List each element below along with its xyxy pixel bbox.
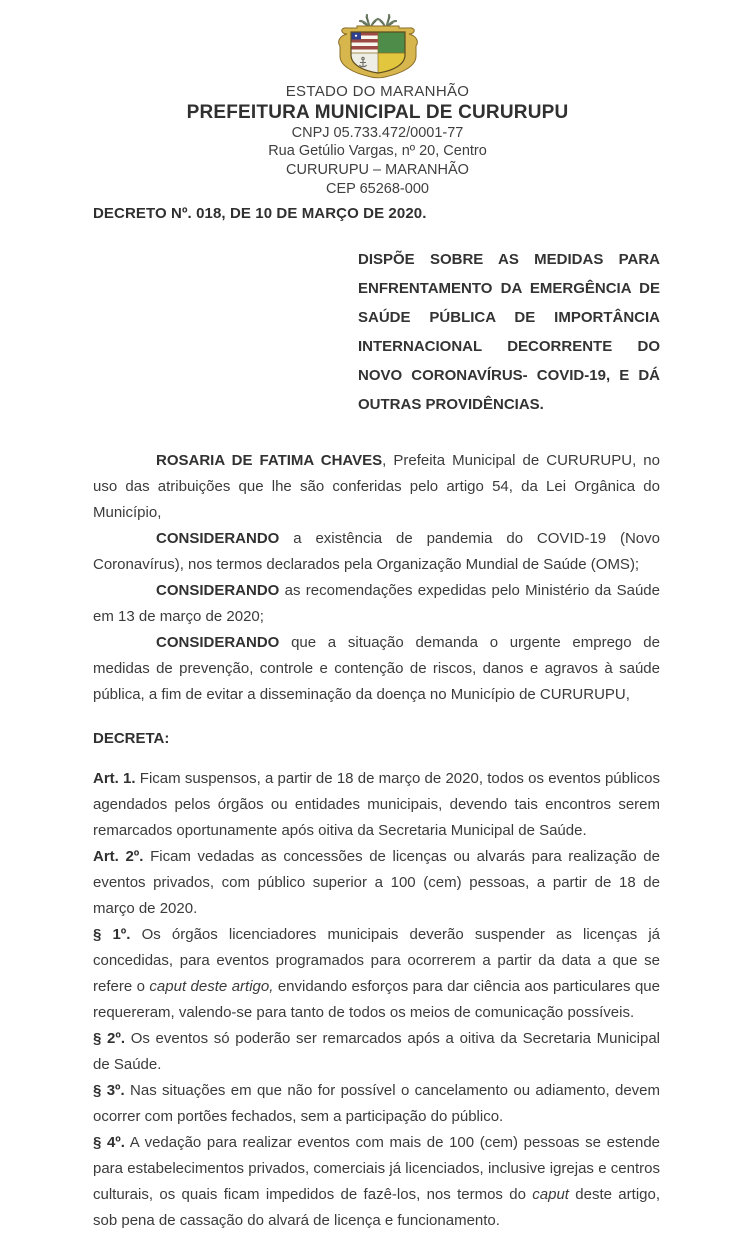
text-segment: CONSIDERANDO bbox=[156, 581, 280, 599]
preamble-opening bbox=[93, 448, 660, 526]
letterhead-city-state: CURURUPU – MARANHÃO bbox=[286, 161, 469, 178]
letterhead-municipality: PREFEITURA MUNICIPAL DE CURURUPU bbox=[186, 102, 569, 123]
letterhead-cep: CEP 65268-000 bbox=[326, 180, 429, 197]
article-2-paragraph-3 bbox=[93, 1078, 660, 1130]
text-segment: CONSIDERANDO bbox=[156, 529, 280, 547]
text-segment: § 2º. bbox=[93, 1029, 126, 1047]
article-2-paragraph-4 bbox=[93, 1130, 660, 1234]
letterhead-cnpj: CNPJ 05.733.472/0001-77 bbox=[291, 124, 464, 141]
crest-q1-star bbox=[354, 35, 356, 37]
decree-title: DECRETO Nº. 018, DE 10 DE MARÇO DE 2020. bbox=[93, 204, 427, 222]
enacting-word: DECRETA: bbox=[93, 729, 170, 747]
crest-q2-field bbox=[378, 32, 405, 53]
considerando-1 bbox=[93, 526, 660, 578]
text-segment: Ficam vedadas as concessões de licenças ou alvarás para realização de eventos privados, com público superior a 100 (cem) pessoas, a partir de 18 de março de 2020. bbox=[93, 847, 660, 917]
decree-summary: DISPÕE SOBRE AS MEDIDAS PARA ENFRENTAMENTO DA EMERGÊNCIA DE SAÚDE PÚBLICA DE IMPORTÂNCIA INTERNACIONAL DECORRENTE DO NOVO CORONAVÍRUS- COVID-19, E DÁ OUTRAS PROVIDÊNCIAS. bbox=[358, 250, 660, 413]
decree-body bbox=[93, 205, 660, 1234]
article-2-paragraph-2 bbox=[93, 1026, 660, 1078]
text-segment: CONSIDERANDO bbox=[156, 633, 280, 651]
text-segment: caput deste artigo, bbox=[149, 977, 274, 995]
decree-articles bbox=[93, 766, 660, 1234]
letterhead bbox=[0, 0, 755, 197]
decree-preamble bbox=[93, 448, 660, 708]
text-segment: § 3º. bbox=[93, 1081, 125, 1099]
text-segment: envidando esforços para dar ciência aos particulares que requereram, valendo-se para tanto de todos os meios de comunicação possíveis. bbox=[93, 977, 660, 1021]
letterhead-address: Rua Getúlio Vargas, nº 20, Centro bbox=[268, 143, 487, 160]
considerando-2 bbox=[93, 578, 660, 630]
text-segment: a existência de pandemia do COVID-19 (Novo Coronavírus), nos termos declarados pela Organização Mundial de Saúde (OMS); bbox=[93, 529, 660, 573]
text-segment: as recomendações expedidas pelo Ministério da Saúde em 13 de março de 2020; bbox=[93, 581, 660, 625]
text-segment: Ficam suspensos, a partir de 18 de março de 2020, todos os eventos públicos agendados pelos órgãos ou entidades municipais, devendo tais encontros serem remarcados oportunamente após oitiva da Secretaria Municipal de Saúde. bbox=[93, 769, 660, 839]
crest-q1-stripe bbox=[351, 46, 378, 50]
text-segment: A vedação para realizar eventos com mais de 100 (cem) pessoas se estende para estabelecimentos privados, comerciais já licenciados, inclusive igrejas e centros culturais, os quais ficam impedidos de fazê-los, nos termos do bbox=[93, 1133, 661, 1203]
text-segment: , Prefeita Municipal de CURURUPU, no uso das atribuições que lhe são conferidas pelo artigo 54, da Lei Orgânica do Município, bbox=[93, 451, 660, 521]
article-2 bbox=[93, 844, 660, 922]
text-segment: deste artigo, sob pena de cassação do alvará de licença e funcionamento. bbox=[93, 1185, 660, 1229]
text-segment: § 1º. bbox=[93, 925, 131, 943]
letterhead-state: ESTADO DO MARANHÃO bbox=[285, 83, 470, 100]
text-segment: ROSARIA DE FATIMA CHAVES bbox=[156, 451, 383, 469]
crest-q1-stripe bbox=[351, 39, 378, 43]
text-segment: Art. 2º. bbox=[93, 847, 144, 865]
article-1 bbox=[93, 766, 660, 844]
article-2-paragraph-1 bbox=[93, 922, 660, 1026]
text-segment: que a situação demanda o urgente emprego de medidas de prevenção, controle e contenção de riscos, danos e agravos à saúde pública, a fim de evitar a disseminação da doença no Município de CURURUPU, bbox=[93, 633, 660, 703]
text-segment: caput bbox=[532, 1185, 569, 1203]
text-segment: Os órgãos licenciadores municipais deverão suspender as licenças já concedidas, para eventos programados para ocorrerem a partir da data a que se refere o bbox=[93, 925, 661, 995]
considerando-3 bbox=[93, 630, 660, 708]
text-segment: Os eventos só poderão ser remarcados após a oitiva da Secretaria Municipal de Saúde. bbox=[93, 1029, 661, 1073]
text-segment: § 4º. bbox=[93, 1133, 125, 1151]
text-segment: Art. 1. bbox=[93, 769, 136, 787]
text-segment: Nas situações em que não for possível o cancelamento ou adiamento, devem ocorrer com portões fechados, sem a participação do público. bbox=[93, 1081, 660, 1125]
maranhao-coat-of-arms-icon bbox=[333, 13, 423, 79]
